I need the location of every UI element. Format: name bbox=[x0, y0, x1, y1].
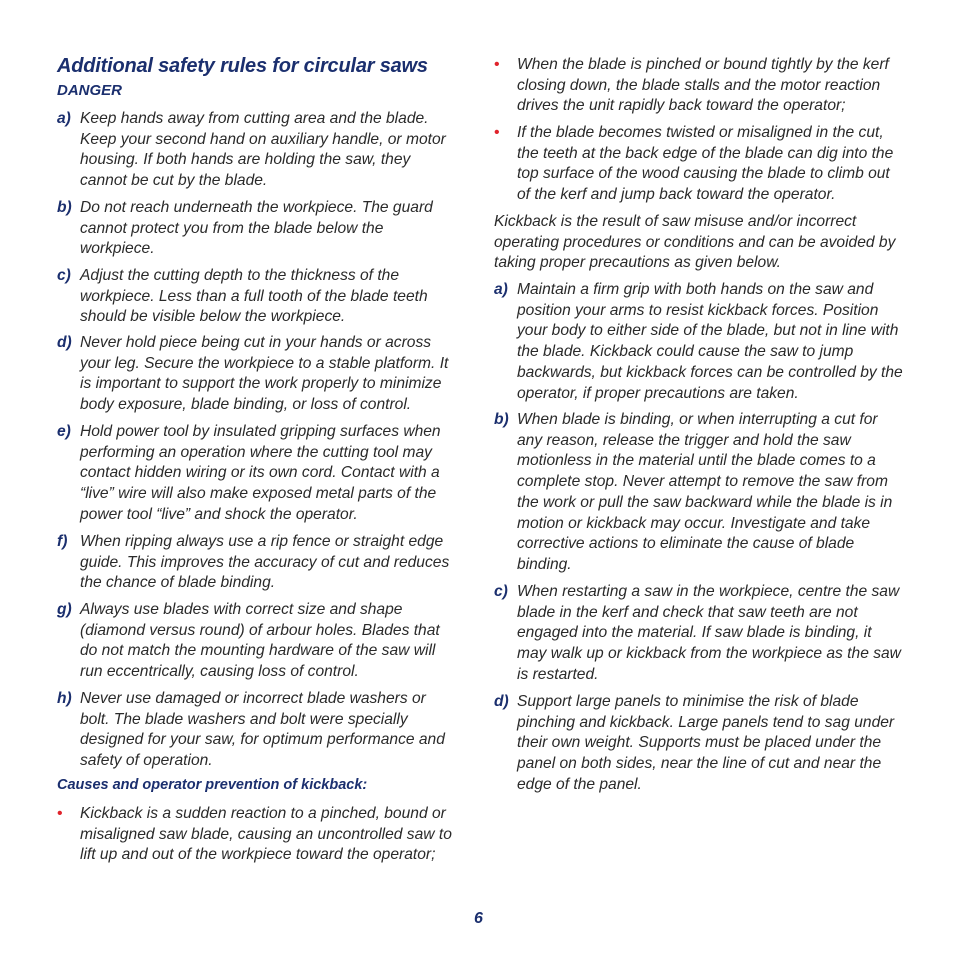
list-item bbox=[57, 422, 457, 526]
item-text: Support large panels to minimise the risk of blade pinching and kickback. Large panels tend to sag under their own weight. Supports must be placed under the panel on both sides, near the line of cut and near the edge of the panel. bbox=[517, 693, 895, 793]
item-text: Hold power tool by insulated gripping surfaces when performing an operation where the cutting tool may contact hidden wiring or its own cord. Contact with a “live” wire will also make exposed metal parts of the power tool “live” and shock the operator. bbox=[80, 423, 441, 523]
bullet-text: When the blade is pinched or bound tightly by the kerf closing down, the blade stalls and the motor reaction drives the unit rapidly back toward the operator; bbox=[517, 56, 889, 115]
item-text: Never hold piece being cut in your hands or across your leg. Secure the workpiece to a stable platform. It is important to support the work properly to minimize body exposure, blade binding, or loss of control. bbox=[80, 334, 449, 414]
item-text: When blade is binding, or when interrupting a cut for any reason, release the trigger and hold the saw motionless in the material until the blade comes to a complete stop. Never attempt to remove the saw from the work or pull the saw backward while the blade is in motion or kickback may occur. Investigate and take corrective actions to eliminate the cause of blade binding. bbox=[517, 411, 893, 573]
section-title: Additional safety rules for circular saws bbox=[57, 55, 428, 77]
bullet-item bbox=[57, 804, 457, 866]
item-label: g) bbox=[57, 601, 72, 618]
kickback-paragraph: Kickback is the result of saw misuse and/or incorrect operating procedures or conditions and can be avoided by taking proper precautions as given below. bbox=[494, 213, 896, 272]
item-label: h) bbox=[57, 690, 72, 707]
bullet-icon: • bbox=[494, 56, 500, 73]
item-label: a) bbox=[494, 281, 508, 298]
item-text: Do not reach underneath the workpiece. The guard cannot protect you from the blade below the workpiece. bbox=[80, 199, 433, 258]
item-label: c) bbox=[57, 267, 71, 284]
bullet-text: Kickback is a sudden reaction to a pinched, bound or misaligned saw blade, causing an uncontrolled saw to lift up and out of the workpiece toward the operator; bbox=[80, 805, 452, 864]
item-label: f) bbox=[57, 533, 68, 550]
item-label: c) bbox=[494, 583, 508, 600]
item-label: b) bbox=[57, 199, 72, 216]
item-label: b) bbox=[494, 411, 509, 428]
list-item bbox=[57, 109, 457, 192]
item-text: Keep hands away from cutting area and the blade. Keep your second hand on auxiliary handle, or motor housing. If both hands are holding the saw, they cannot be cut by the blade. bbox=[80, 110, 446, 190]
list-item bbox=[57, 689, 457, 772]
list-item bbox=[57, 600, 457, 683]
list-item bbox=[494, 410, 904, 576]
item-text: Adjust the cutting depth to the thickness of the workpiece. Less than a full tooth of the blade teeth should be visible below the workpiece. bbox=[80, 267, 428, 326]
bullet-icon: • bbox=[494, 124, 500, 141]
item-label: e) bbox=[57, 423, 71, 440]
item-text: Always use blades with correct size and shape (diamond versus round) of arbour holes. Blades that do not match the mounting hardware of the saw will run eccentrically, causing loss of control. bbox=[80, 601, 440, 681]
item-label: d) bbox=[494, 693, 509, 710]
list-item bbox=[57, 532, 457, 594]
list-item bbox=[494, 582, 904, 686]
item-text: When ripping always use a rip fence or straight edge guide. This improves the accuracy of cut and reduces the chance of blade binding. bbox=[80, 533, 450, 592]
danger-label: DANGER bbox=[57, 82, 123, 99]
item-label: a) bbox=[57, 110, 71, 127]
bullet-icon: • bbox=[57, 805, 63, 822]
bullet-item bbox=[494, 123, 904, 206]
page-number: 6 bbox=[474, 910, 483, 927]
list-item bbox=[494, 692, 904, 796]
item-text: Maintain a firm grip with both hands on the saw and position your arms to resist kickback forces. Position your body to either side of the blade, but not in line with the blade. Kickback could cause the saw to jump backwards, but kickback forces can be controlled by the operator, if proper precautions are taken. bbox=[517, 281, 903, 402]
item-text: Never use damaged or incorrect blade washers or bolt. The blade washers and bolt were specially designed for your saw, for optimum performance and safety of operation. bbox=[80, 690, 445, 770]
list-item bbox=[494, 280, 904, 404]
bullet-text: If the blade becomes twisted or misaligned in the cut, the teeth at the back edge of the blade can dig into the top surface of the wood causing the blade to climb out of the kerf and jump back toward the operator. bbox=[517, 124, 894, 204]
kickback-heading: Causes and operator prevention of kickback: bbox=[57, 777, 368, 793]
list-item bbox=[57, 198, 457, 260]
list-item bbox=[57, 333, 457, 416]
list-item bbox=[57, 266, 457, 328]
bullet-item bbox=[494, 55, 904, 117]
item-label: d) bbox=[57, 334, 72, 351]
item-text: When restarting a saw in the workpiece, centre the saw blade in the kerf and check that saw teeth are not engaged into the material. If saw blade is binding, it may walk up or kickback from the workpiece as the saw is restarted. bbox=[517, 583, 901, 683]
